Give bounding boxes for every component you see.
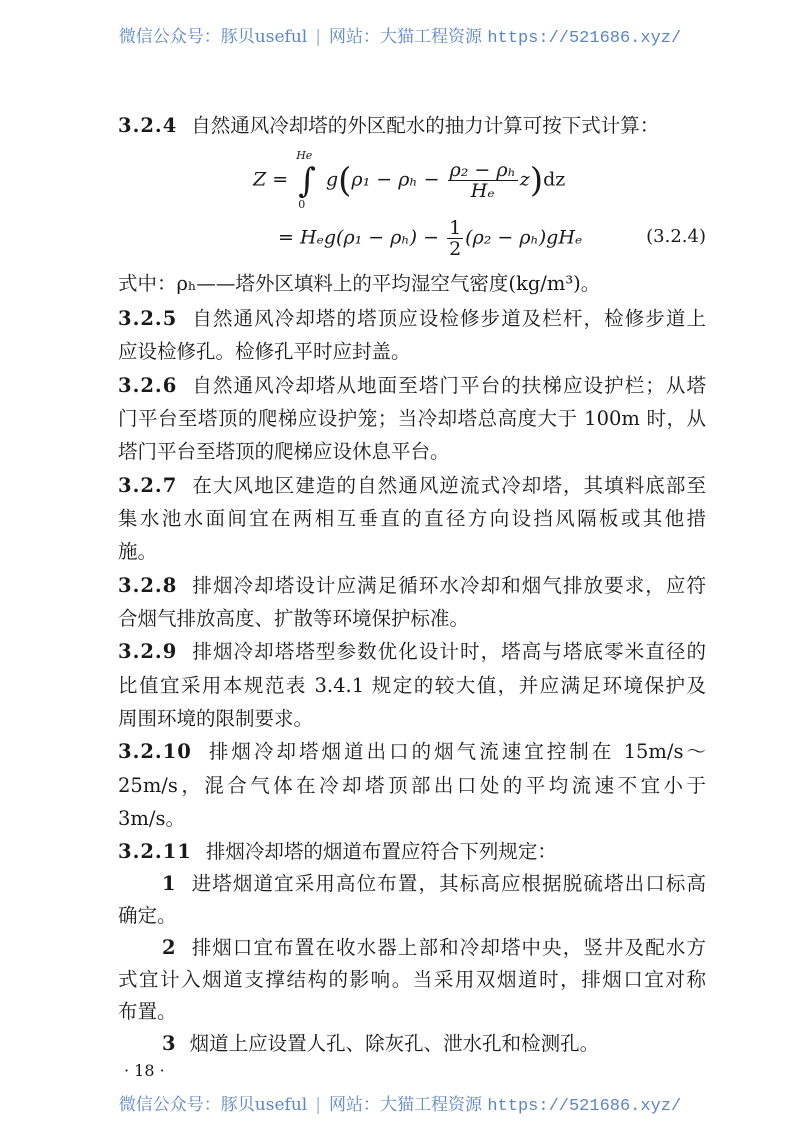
watermark-separator: | — [315, 27, 321, 47]
list-item-1 — [118, 872, 706, 896]
clause-text: 施。 — [118, 540, 158, 563]
formula-where: 式中：ρₕ——塔外区填料上的平均湿空气密度(kg/m³)。 — [118, 272, 601, 295]
fraction-denominator: 2 — [449, 238, 462, 260]
clause-text: 比值宜采用本规范表 3.4.1 规定的较大值，并应满足环境保护及 — [118, 674, 706, 697]
clause-text: 排烟冷却塔塔型参数优化设计时，塔高与塔底零米直径的 — [191, 640, 706, 663]
clause-3-2-6 — [118, 374, 706, 398]
formula-equals: = — [272, 168, 289, 191]
item-number: 2 — [162, 936, 177, 959]
clause-text: 应设检修孔。检修孔平时应封盖。 — [118, 340, 411, 363]
watermark-wechat: 微信公众号：豚贝useful — [118, 27, 308, 47]
clause-text: 门平台至塔顶的爬梯应设护笼；当冷却塔总高度大于 100m 时，从 — [118, 407, 706, 430]
clause-text: 集水池水面间宜在两相互垂直的直径方向设挡风隔板或其他措 — [118, 507, 706, 530]
clause-text: 3m/s。 — [118, 807, 185, 830]
watermark-site: 网站：大猫工程资源 — [328, 27, 482, 47]
paren-open: ( — [338, 160, 352, 201]
clause-text: 在大风地区建造的自然通风逆流式冷却塔，其填料底部至 — [191, 474, 706, 497]
clause-3-2-7 — [118, 474, 706, 498]
clause-text: 25m/s，混合气体在冷却塔顶部出口处的平均流速不宜小于 — [118, 774, 706, 797]
list-item-2 — [118, 936, 706, 960]
item-number: 1 — [162, 872, 177, 895]
fraction-numerator: ρ₂ − ρₕ — [449, 159, 516, 181]
formula-z: Z — [253, 168, 267, 191]
watermark-site: 网站：大猫工程资源 — [328, 1095, 482, 1115]
clause-number: 3.2.11 — [118, 840, 192, 863]
clause-number: 3.2.7 — [118, 474, 178, 497]
equation-number: (3.2.4) — [646, 226, 706, 247]
watermark-wechat: 微信公众号：豚贝useful — [118, 1095, 308, 1115]
clause-text: 塔门平台至塔顶的爬梯应设休息平台。 — [118, 440, 450, 463]
watermark-footer — [0, 1090, 800, 1116]
item-text: 确定。 — [118, 904, 177, 927]
item-number: 3 — [162, 1032, 176, 1055]
clause-3-2-11 — [118, 840, 706, 864]
watermark-url[interactable]: https://521686.xyz/ — [487, 1097, 682, 1116]
paren-close: ) — [529, 160, 544, 201]
item-text: 烟道上应设置人孔、除灰孔、泄水孔和检测孔。 — [189, 1032, 600, 1055]
formula-fraction — [448, 160, 518, 201]
item-text: 排烟口宜布置在收水器上部和冷却塔中央，竖井及配水方 — [190, 936, 706, 959]
clause-text: 周围环境的限制要求。 — [118, 707, 314, 730]
clause-number: 3.2.6 — [118, 374, 178, 397]
watermark-url[interactable]: https://521686.xyz/ — [487, 29, 682, 48]
clause-number: 3.2.8 — [118, 574, 178, 597]
document-body — [118, 0, 706, 1132]
item-text: 式宜计入烟道支撑结构的影响。当采用双烟道时，排烟口宜对称 — [118, 968, 706, 991]
clause-text: 合烟气排放高度、扩散等环境保护标准。 — [118, 607, 470, 630]
formula-g: g — [325, 168, 339, 191]
clause-3-2-5 — [118, 307, 706, 331]
formula-term: (ρ₂ − ρₕ)gHₑ — [465, 226, 583, 249]
clause-text: 自然通风冷却塔的塔顶应设检修步道及栏杆，检修步道上 — [191, 307, 706, 330]
item-text: 布置。 — [118, 1000, 177, 1023]
integral-sign: ∫ He 0 — [296, 148, 316, 211]
clause-text: 排烟冷却塔烟道出口的烟气流速宜控制在 15m/s～ — [205, 740, 706, 763]
formula-line-1 — [253, 148, 566, 211]
clause-text: 排烟冷却塔设计应满足循环水冷却和烟气排放要求，应符 — [191, 574, 706, 597]
clause-3-2-8 — [118, 574, 706, 598]
item-text: 进塔烟道宜采用高位布置，其标高应根据脱硫塔出口标高 — [190, 872, 706, 895]
integral-lower: 0 — [298, 197, 306, 211]
fraction-numerator: 1 — [449, 217, 462, 239]
formula-term: = Hₑg(ρ₁ − ρₕ) − — [278, 226, 440, 249]
clause-number: 3.2.10 — [118, 740, 192, 763]
clause-3-2-9 — [118, 640, 706, 664]
integral-upper: He — [296, 148, 313, 162]
clause-number: 3.2.4 — [118, 114, 178, 137]
list-item-3 — [162, 1032, 599, 1056]
clause-text: 自然通风冷却塔从地面至塔门平台的扶梯应设护栏；从塔 — [191, 374, 706, 397]
formula-half — [447, 218, 463, 259]
clause-3-2-10 — [118, 740, 706, 764]
clause-number: 3.2.9 — [118, 640, 178, 663]
formula-dz: dz — [543, 168, 566, 191]
clause-text: 排烟冷却塔的烟道布置应符合下列规定： — [205, 840, 557, 863]
formula-z-var: z — [519, 168, 530, 191]
watermark-separator: | — [315, 1095, 321, 1115]
formula-term: ρ₁ − ρₕ − — [351, 168, 440, 191]
clause-text: 自然通风冷却塔的外区配水的抽力计算可按下式计算： — [191, 114, 660, 137]
clause-3-2-4 — [118, 114, 706, 138]
formula-line-2 — [278, 218, 582, 259]
fraction-denominator: Hₑ — [470, 180, 495, 202]
clause-number: 3.2.5 — [118, 307, 178, 330]
page-number: · 18 · — [124, 1061, 165, 1080]
